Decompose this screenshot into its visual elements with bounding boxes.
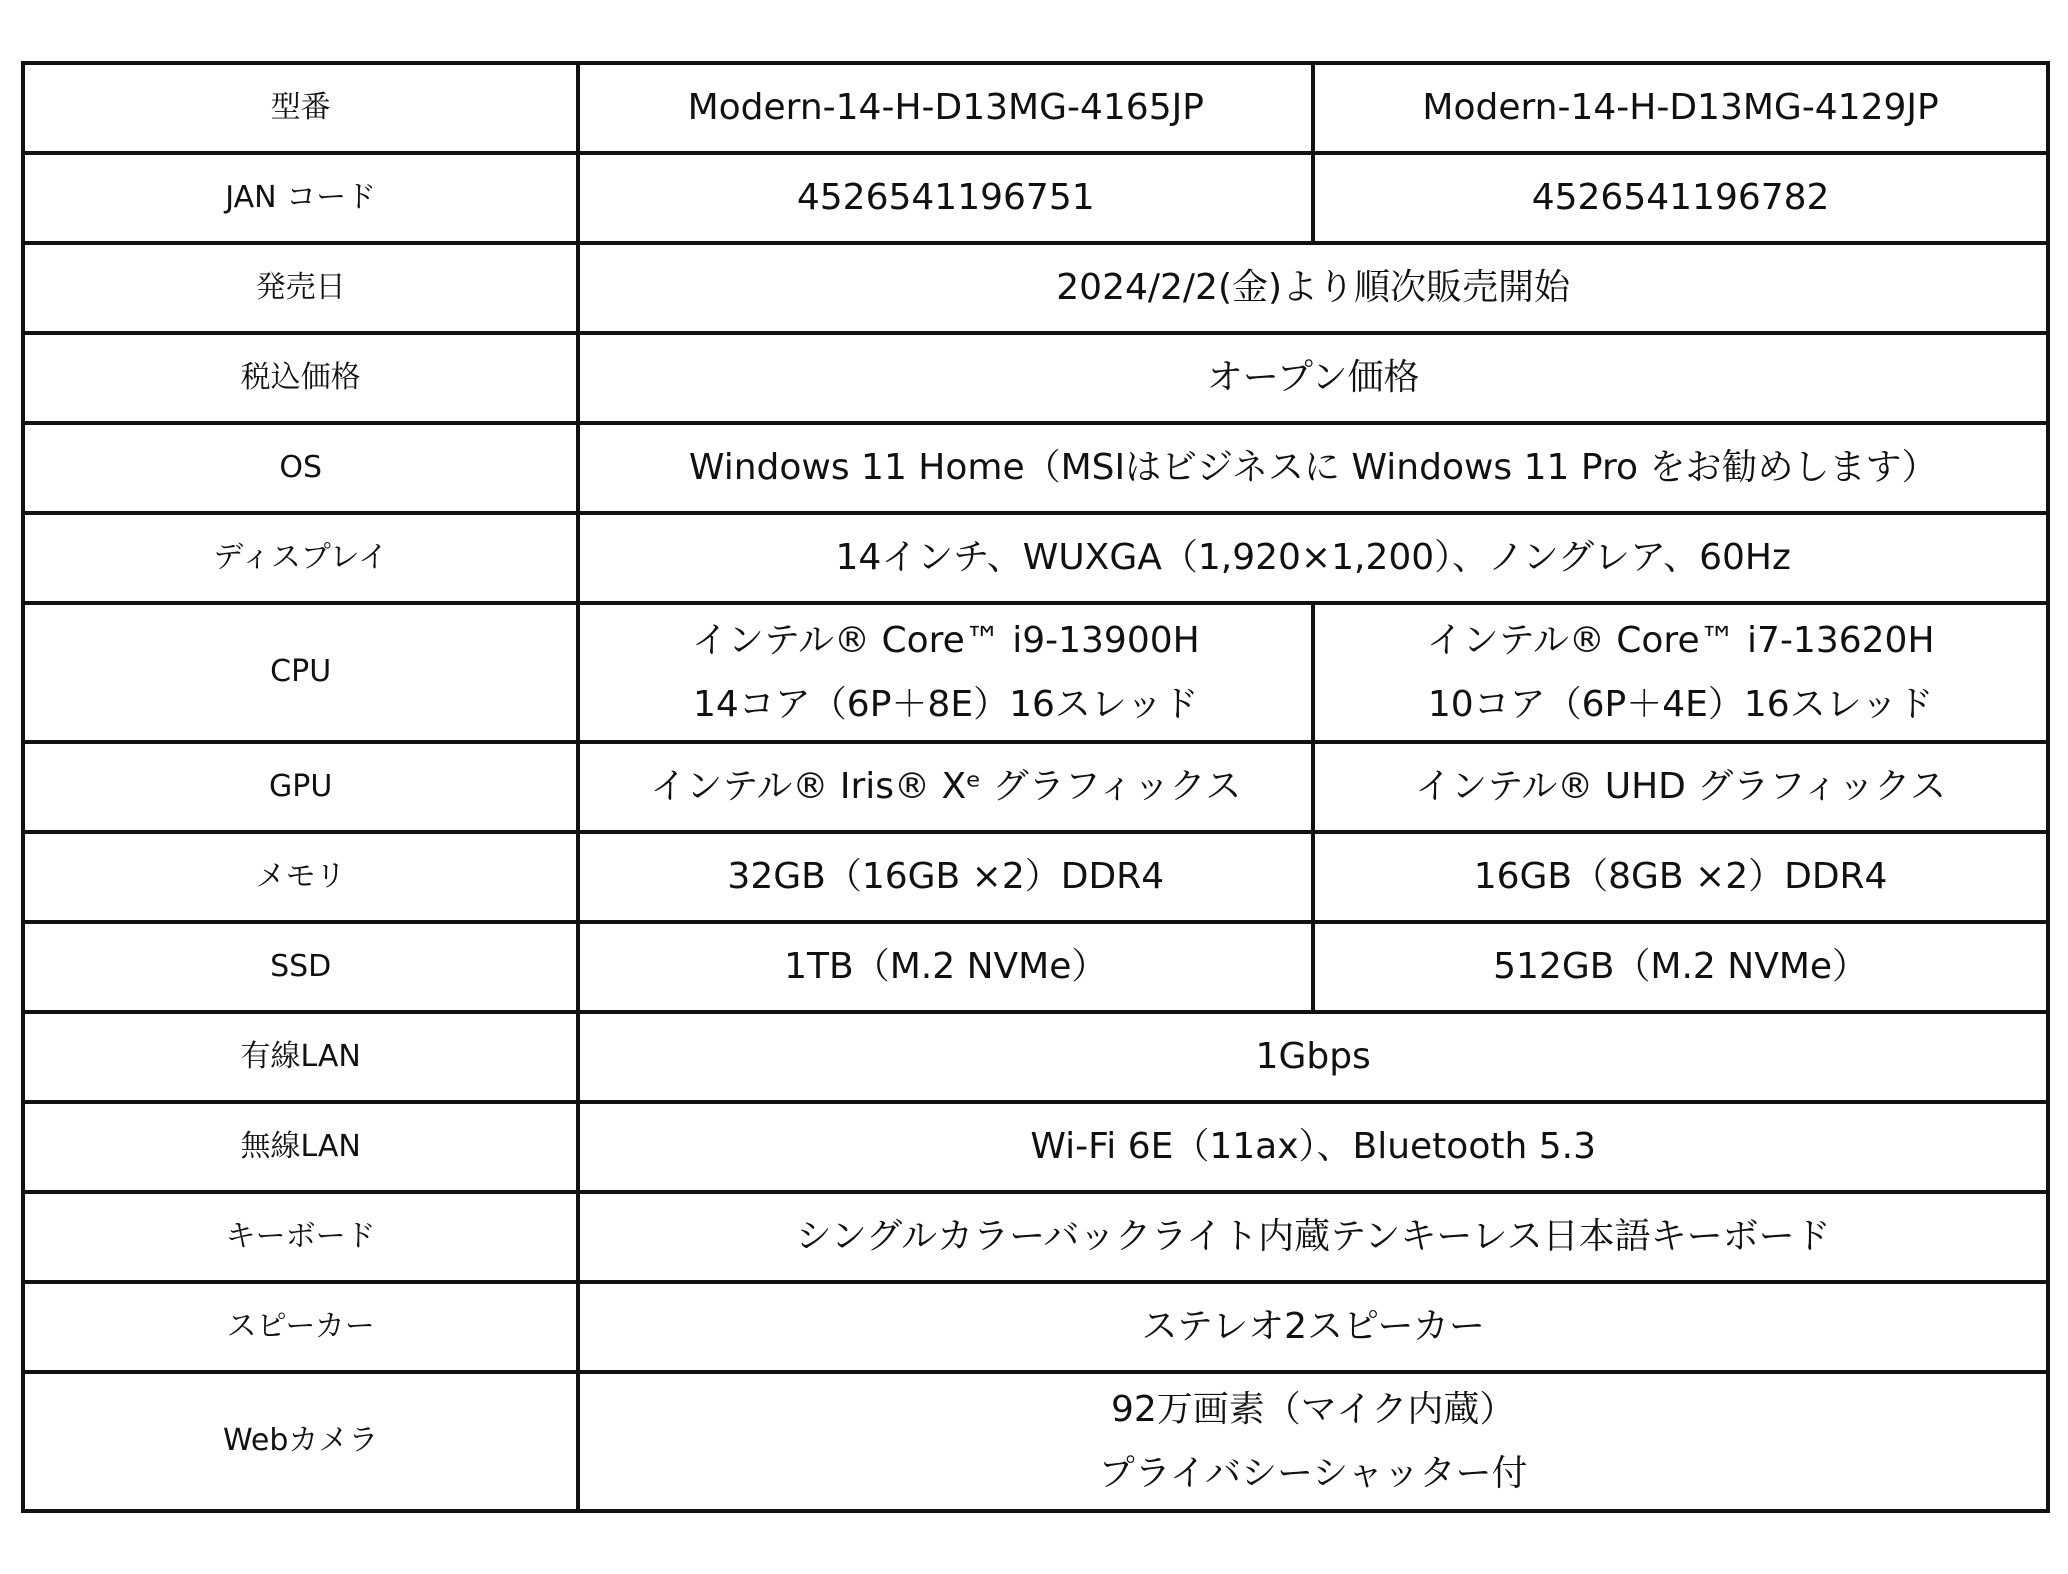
release-value: 2024/2/2(金)より順次販売開始 bbox=[578, 243, 2048, 333]
wireless-lan-value: Wi-Fi 6E（11ax）、Bluetooth 5.3 bbox=[578, 1102, 2048, 1192]
row-os bbox=[23, 423, 2048, 513]
label-release: 発売日 bbox=[23, 243, 578, 333]
row-memory bbox=[23, 832, 2048, 922]
cpu-a bbox=[578, 603, 1313, 742]
row-jan bbox=[23, 153, 2048, 243]
label-gpu: GPU bbox=[23, 742, 578, 832]
cpu-a-model: インテル® Core™ i9-13900H bbox=[691, 620, 1200, 662]
label-display: ディスプレイ bbox=[23, 513, 578, 603]
row-wireless-lan bbox=[23, 1102, 2048, 1192]
row-display bbox=[23, 513, 2048, 603]
label-ssd: SSD bbox=[23, 922, 578, 1012]
model-b: Modern-14-H-D13MG-4129JP bbox=[1313, 63, 2048, 153]
cpu-b-cores: 10コア（6P＋4E）16スレッド bbox=[1427, 683, 1934, 725]
label-os: OS bbox=[23, 423, 578, 513]
spec-table bbox=[21, 61, 2050, 1513]
cpu-b bbox=[1313, 603, 2048, 742]
label-cpu: CPU bbox=[23, 603, 578, 742]
cpu-b-model: インテル® Core™ i7-13620H bbox=[1426, 620, 1935, 662]
label-jan: JAN コード bbox=[23, 153, 578, 243]
label-memory: メモリ bbox=[23, 832, 578, 922]
jan-a: 4526541196751 bbox=[578, 153, 1313, 243]
model-a: Modern-14-H-D13MG-4165JP bbox=[578, 63, 1313, 153]
webcam-value bbox=[578, 1372, 2048, 1511]
keyboard-value: シングルカラーバックライト内蔵テンキーレス日本語キーボード bbox=[578, 1192, 2048, 1282]
display-value: 14インチ、WUXGA（1,920×1,200）、ノングレア、60Hz bbox=[578, 513, 2048, 603]
gpu-a: インテル® Iris® Xᵉ グラフィックス bbox=[578, 742, 1313, 832]
row-model bbox=[23, 63, 2048, 153]
row-speaker bbox=[23, 1282, 2048, 1372]
label-wireless-lan: 無線LAN bbox=[23, 1102, 578, 1192]
cpu-a-cores: 14コア（6P＋8E）16スレッド bbox=[693, 683, 1199, 725]
row-ssd bbox=[23, 922, 2048, 1012]
ssd-b: 512GB（M.2 NVMe） bbox=[1313, 922, 2048, 1012]
webcam-shutter: プライバシーシャッター付 bbox=[1098, 1452, 1528, 1494]
memory-a: 32GB（16GB ×2）DDR4 bbox=[578, 832, 1313, 922]
ssd-a: 1TB（M.2 NVMe） bbox=[578, 922, 1313, 1012]
row-keyboard bbox=[23, 1192, 2048, 1282]
label-speaker: スピーカー bbox=[23, 1282, 578, 1372]
row-webcam bbox=[23, 1372, 2048, 1511]
webcam-resolution: 92万画素（マイク内蔵） bbox=[1110, 1389, 1516, 1431]
label-wired-lan: 有線LAN bbox=[23, 1012, 578, 1102]
label-price: 税込価格 bbox=[23, 333, 578, 423]
row-wired-lan bbox=[23, 1012, 2048, 1102]
wired-lan-value: 1Gbps bbox=[578, 1012, 2048, 1102]
row-price bbox=[23, 333, 2048, 423]
row-release bbox=[23, 243, 2048, 333]
speaker-value: ステレオ2スピーカー bbox=[578, 1282, 2048, 1372]
jan-b: 4526541196782 bbox=[1313, 153, 2048, 243]
label-webcam: Webカメラ bbox=[23, 1372, 578, 1511]
row-cpu bbox=[23, 603, 2048, 742]
gpu-b: インテル® UHD グラフィックス bbox=[1313, 742, 2048, 832]
memory-b: 16GB（8GB ×2）DDR4 bbox=[1313, 832, 2048, 922]
label-model: 型番 bbox=[23, 63, 578, 153]
row-gpu bbox=[23, 742, 2048, 832]
label-keyboard: キーボード bbox=[23, 1192, 578, 1282]
os-value: Windows 11 Home（MSIはビジネスに Windows 11 Pro をお勧めします） bbox=[578, 423, 2048, 513]
price-value: オープン価格 bbox=[578, 333, 2048, 423]
